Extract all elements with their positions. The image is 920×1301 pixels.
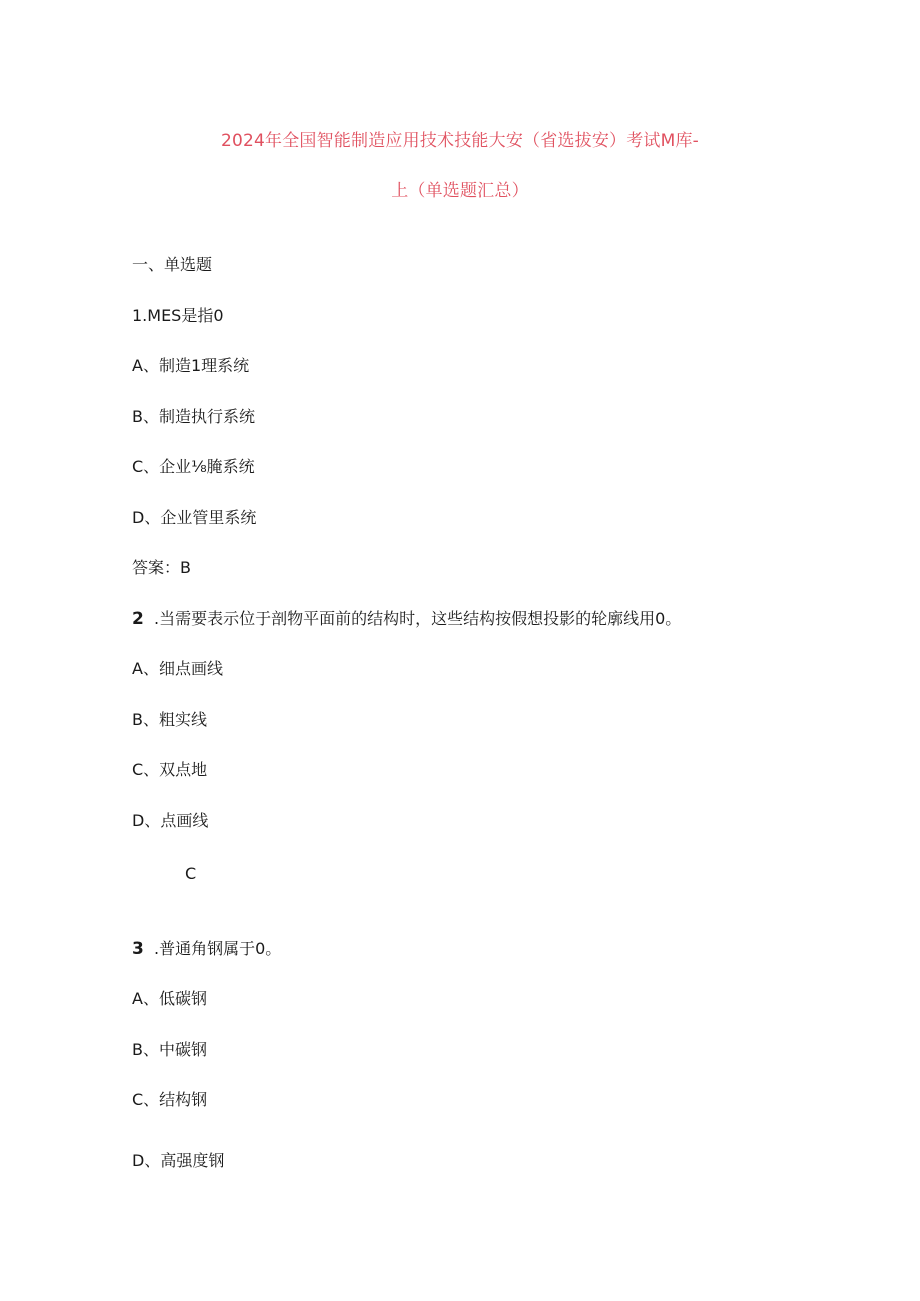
question-2-option-b: B、粗实线 (132, 710, 207, 729)
question-2-option-c: C、双点地 (132, 760, 208, 779)
question-2-option-a: A、细点画线 (132, 659, 223, 678)
question-1-stem: 1.MES是指0 (132, 306, 224, 325)
question-3-option-b: B、中碳钢 (132, 1040, 207, 1059)
question-1-option-a: A、制造1理系统 (132, 356, 250, 375)
question-1-option-d: D、企业管里系统 (132, 508, 257, 527)
document-title-line-1: 2024年全国智能制造应用技术技能大安（省选拔安）考试M库- (220, 131, 700, 151)
question-3-option-c: C、结构钢 (132, 1090, 208, 1109)
question-3-option-d: D、高强度钢 (132, 1151, 225, 1170)
question-1-option-b: B、制造执行系统 (132, 407, 255, 426)
question-2-stem: .当需要表示位于剖物平面前的结构时，这些结构按假想投影的轮廓线用0。 (154, 609, 682, 628)
question-3-option-a: A、低碳钢 (132, 989, 207, 1008)
question-2-option-d: D、点画线 (132, 811, 209, 830)
question-2-answer: C (185, 864, 197, 883)
question-3-stem-row (132, 939, 281, 959)
question-2-number: 2 (132, 609, 144, 629)
question-3-number: 3 (132, 939, 144, 959)
question-3-stem: .普通角钢属于0。 (154, 939, 282, 958)
question-2-stem-row (132, 609, 681, 629)
section-heading: 一、单选题 (132, 255, 213, 274)
question-1-option-c: C、企业⅛腌系统 (132, 457, 255, 476)
document-title-line-2: 上（单选题汇总） (391, 181, 529, 201)
question-1-answer: 答案：B (132, 558, 191, 577)
